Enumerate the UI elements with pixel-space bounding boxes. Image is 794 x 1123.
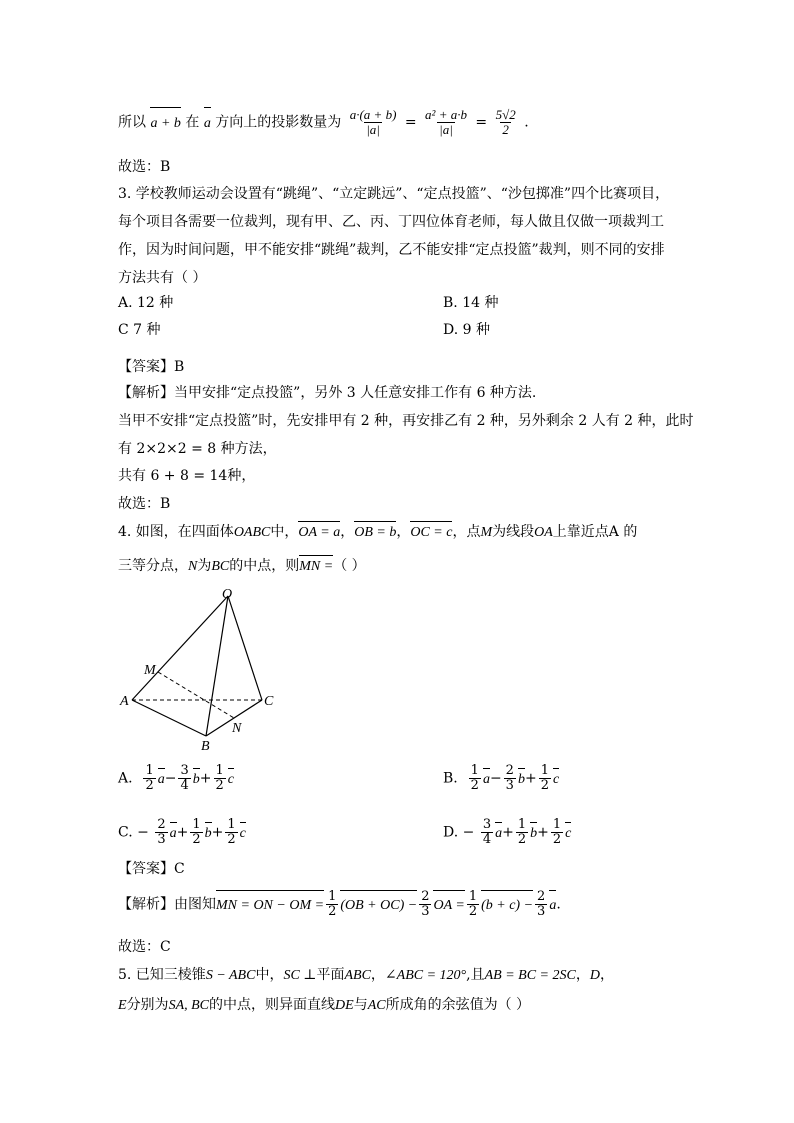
q5-line-2: E分别为SA, BC的中点，则异面直线DE与AC所成角的余弦值为（ ） (118, 997, 531, 1013)
edge-OC (228, 596, 262, 700)
q3-line-2: 每个项目各需要一位裁判，现有甲、乙、丙、丁四位体育老师，每人做且仅做一项裁判工 (118, 214, 664, 230)
tetrahedron-figure (114, 584, 294, 754)
q4-option-c: C. − $\frac{2}{3}$ a+ $\frac{1}{2}$ b+ $\frac{1}{2}$ c (118, 817, 246, 847)
vector-a-plus-b: a + b (150, 110, 180, 138)
label-M: M (144, 663, 156, 678)
q3-option-a: A. 12 种 (118, 295, 174, 311)
q3-line-1: 3. 学校教师运动会设置有“跳绳”、“立定跳远”、“定点投篮”、“沙包掷准”四个比赛项目， (118, 186, 670, 202)
q4-final-answer: 故选：C (118, 939, 171, 955)
edge-AB (132, 700, 206, 736)
q3-final-answer: 故选：B (118, 496, 171, 512)
q3-answer: 【答案】B (118, 359, 185, 375)
projection-line: 所以 a + b 在 a 方向上的投影数量为 $\frac{a\cdot(a + b)}{|a|}$ = $\frac{\text{a² + a·b}}{|a|}$ = $\frac{5√2}{2}$ . (118, 107, 529, 137)
q3-solution-3: 有 2×2×2 = 8 种方法， (118, 441, 277, 457)
fraction-2: $\frac{\text{a² + a·b}}{|a|}$ (425, 107, 467, 137)
q4-line-2: 三等分点，N为BC的中点，则MN =（ ） (118, 558, 366, 574)
fraction-3: $\frac{5√2}{2}$ (495, 107, 516, 137)
q4-option-d: D. − $\frac{3}{4}$ a+ $\frac{1}{2}$ b+ $\frac{1}{2}$ c (443, 817, 572, 847)
q3-line-4: 方法共有（ ） (118, 270, 207, 286)
q3-solution-1: 【解析】当甲安排“定点投篮”，另外 3 人任意安排工作有 6 种方法. (118, 385, 537, 401)
label-A: A (120, 694, 129, 709)
vector-a: a (204, 110, 211, 138)
label-N: N (232, 721, 242, 736)
q5-line-1: 5. 已知三棱锥S − ABC中，SC ⊥平面ABC，∠ABC = 120°,且AB = BC = 2SC，D， (118, 967, 614, 983)
q4-line-1: 4. 如图，在四面体OABC中，OA = a，OB = b，OC = c，点M为线段OA上靠近点A 的 (118, 524, 638, 540)
label-O: O (222, 587, 233, 602)
label-B: B (201, 739, 210, 754)
q3-line-3: 作，因为时间问题，甲不能安排“跳绳”裁判，乙不能安排“定点投篮”裁判，则不同的安排 (118, 242, 665, 258)
segment-MN-hidden (158, 672, 234, 718)
q3-solution-2: 当甲不安排“定点投篮”时，先安排甲有 2 种，再安排乙有 2 种，另外剩余 2 人有 2 种，此时 (118, 413, 694, 429)
q3-option-d: D. 9 种 (443, 322, 490, 338)
q2-final-answer: 故选：B (118, 159, 171, 175)
q3-option-b: B. 14 种 (443, 295, 499, 311)
q4-option-a: A. $\frac{1}{2}$ a− $\frac{3}{4}$ b+ $\frac{1}{2}$ c (118, 763, 234, 793)
q3-solution-4: 共有 6 + 8 = 14种， (118, 468, 256, 484)
q4-solution: 【解析】由图知MN = ON − OM = $\frac{1}{2}$ (OB + OC) − $\frac{2}{3}$ OA = $\frac{1}{2}$ (b + c) − $\frac{2}{3}$ a. (118, 889, 561, 919)
fraction-1: $\frac{a\cdot(a + b)}{|a|}$ (349, 107, 397, 137)
label-C: C (264, 694, 274, 709)
q4-answer: 【答案】C (118, 861, 185, 877)
q3-option-c: C 7 种 (118, 322, 161, 338)
q4-option-b: B. $\frac{1}{2}$ a− $\frac{2}{3}$ b+ $\frac{1}{2}$ c (443, 763, 560, 793)
